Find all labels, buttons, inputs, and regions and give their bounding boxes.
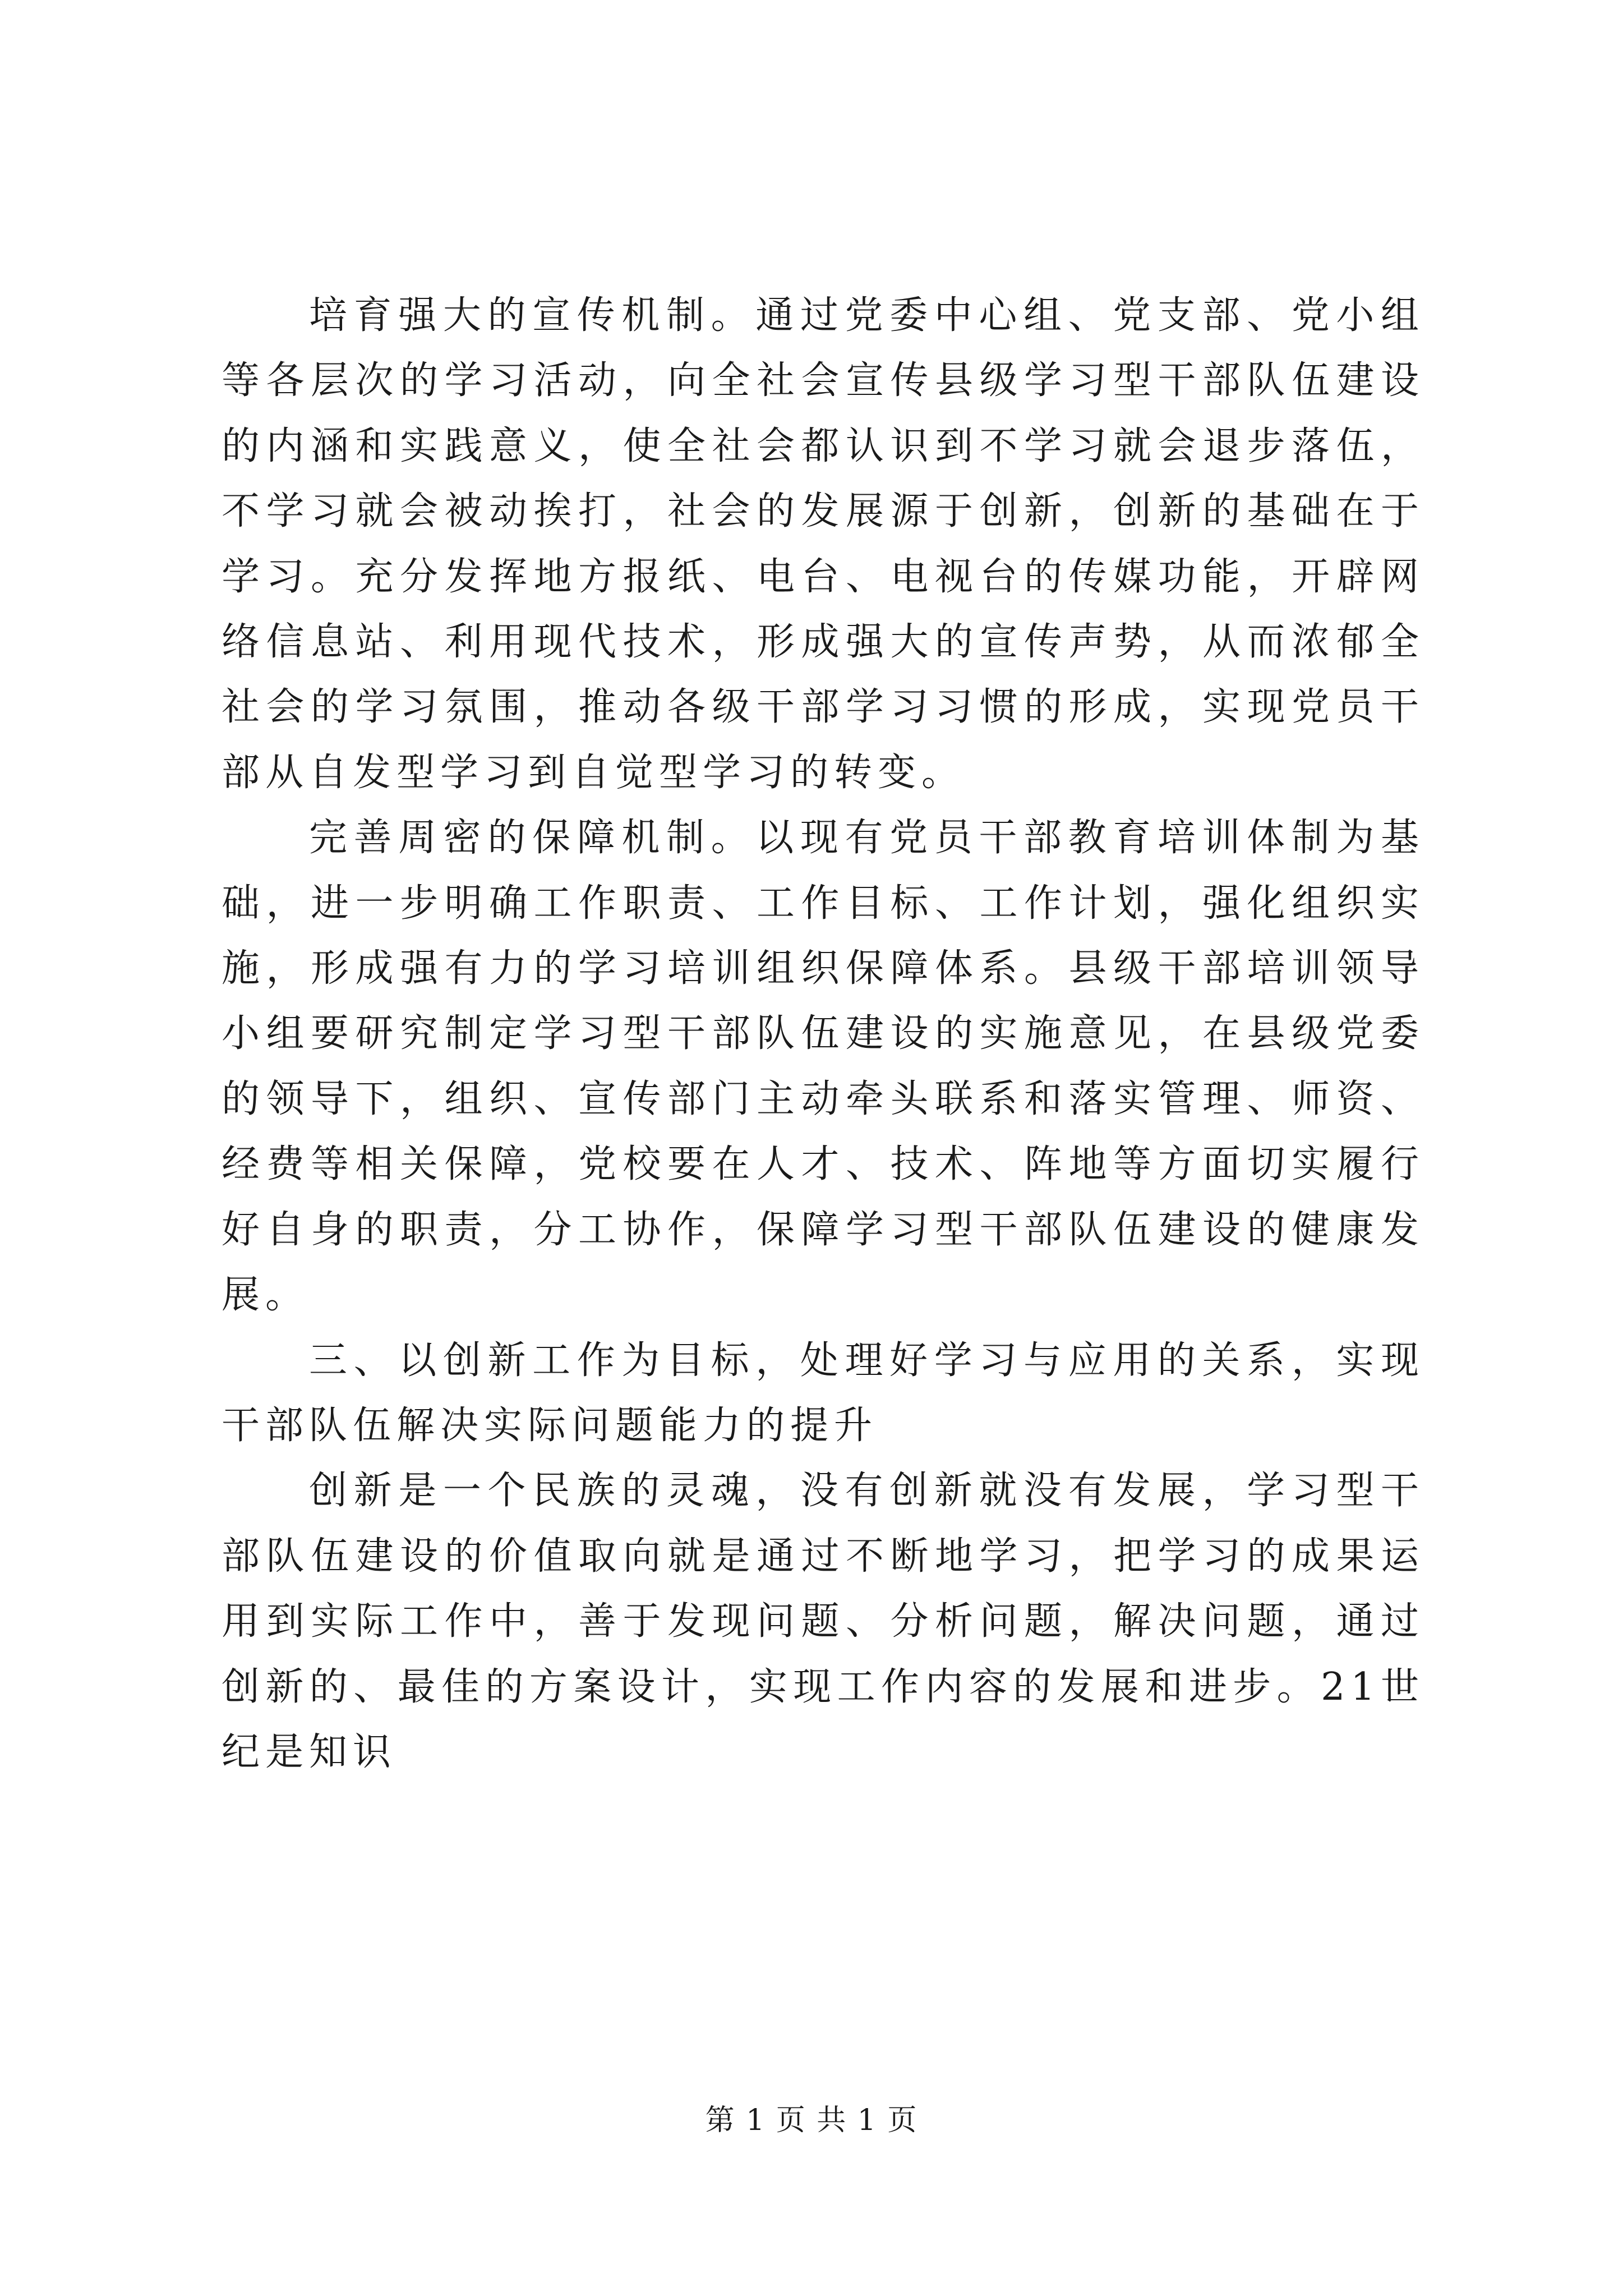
- paragraph-innovation: 创新是一个民族的灵魂，没有创新就没有发展，学习型干部队伍建设的价值取向就是通过不断地学习，把学习的成果运用到实际工作中，善于发现问题、分析问题，解决问题，通过创新的、最佳的方案设计，实现工作内容的发展和进步。21世纪是知识: [222, 1469, 1424, 1774]
- paragraph-guarantee-mechanism: 完善周密的保障机制。以现有党员干部教育培训体制为基础，进一步明确工作职责、工作目标、工作计划，强化组织实施，形成强有力的学习培训组织保障体系。县级干部培训领导小组要研究制定学习型干部队伍建设的实施意见，在县级党委的领导下，组织、宣传部门主动牵头联系和落实管理、师资、经费等相关保障，党校要在人才、技术、阵地等方面切实履行好自身的职责，分工协作，保障学习型干部队伍建设的健康发展。: [222, 816, 1424, 1318]
- section-heading-three: 三、以创新工作为目标，处理好学习与应用的关系，实现干部队伍解决实际问题能力的提升: [222, 1338, 1424, 1448]
- document-body: [222, 283, 1424, 1785]
- paragraph-propaganda-mechanism: 培育强大的宣传机制。通过党委中心组、党支部、党小组等各层次的学习活动，向全社会宣传县级学习型干部队伍建设的内涵和实践意义，使全社会都认识到不学习就会退步落伍，不学习就会被动挨打，社会的发展源于创新，创新的基础在于学习。充分发挥地方报纸、电台、电视台的传媒功能，开辟网络信息站、利用现代技术，形成强大的宣传声势，从而浓郁全社会的学习氛围，推动各级干部学习习惯的形成，实现党员干部从自发型学习到自觉型学习的转变。: [222, 293, 1424, 795]
- page-footer: 第 1 页 共 1 页: [705, 2104, 918, 2137]
